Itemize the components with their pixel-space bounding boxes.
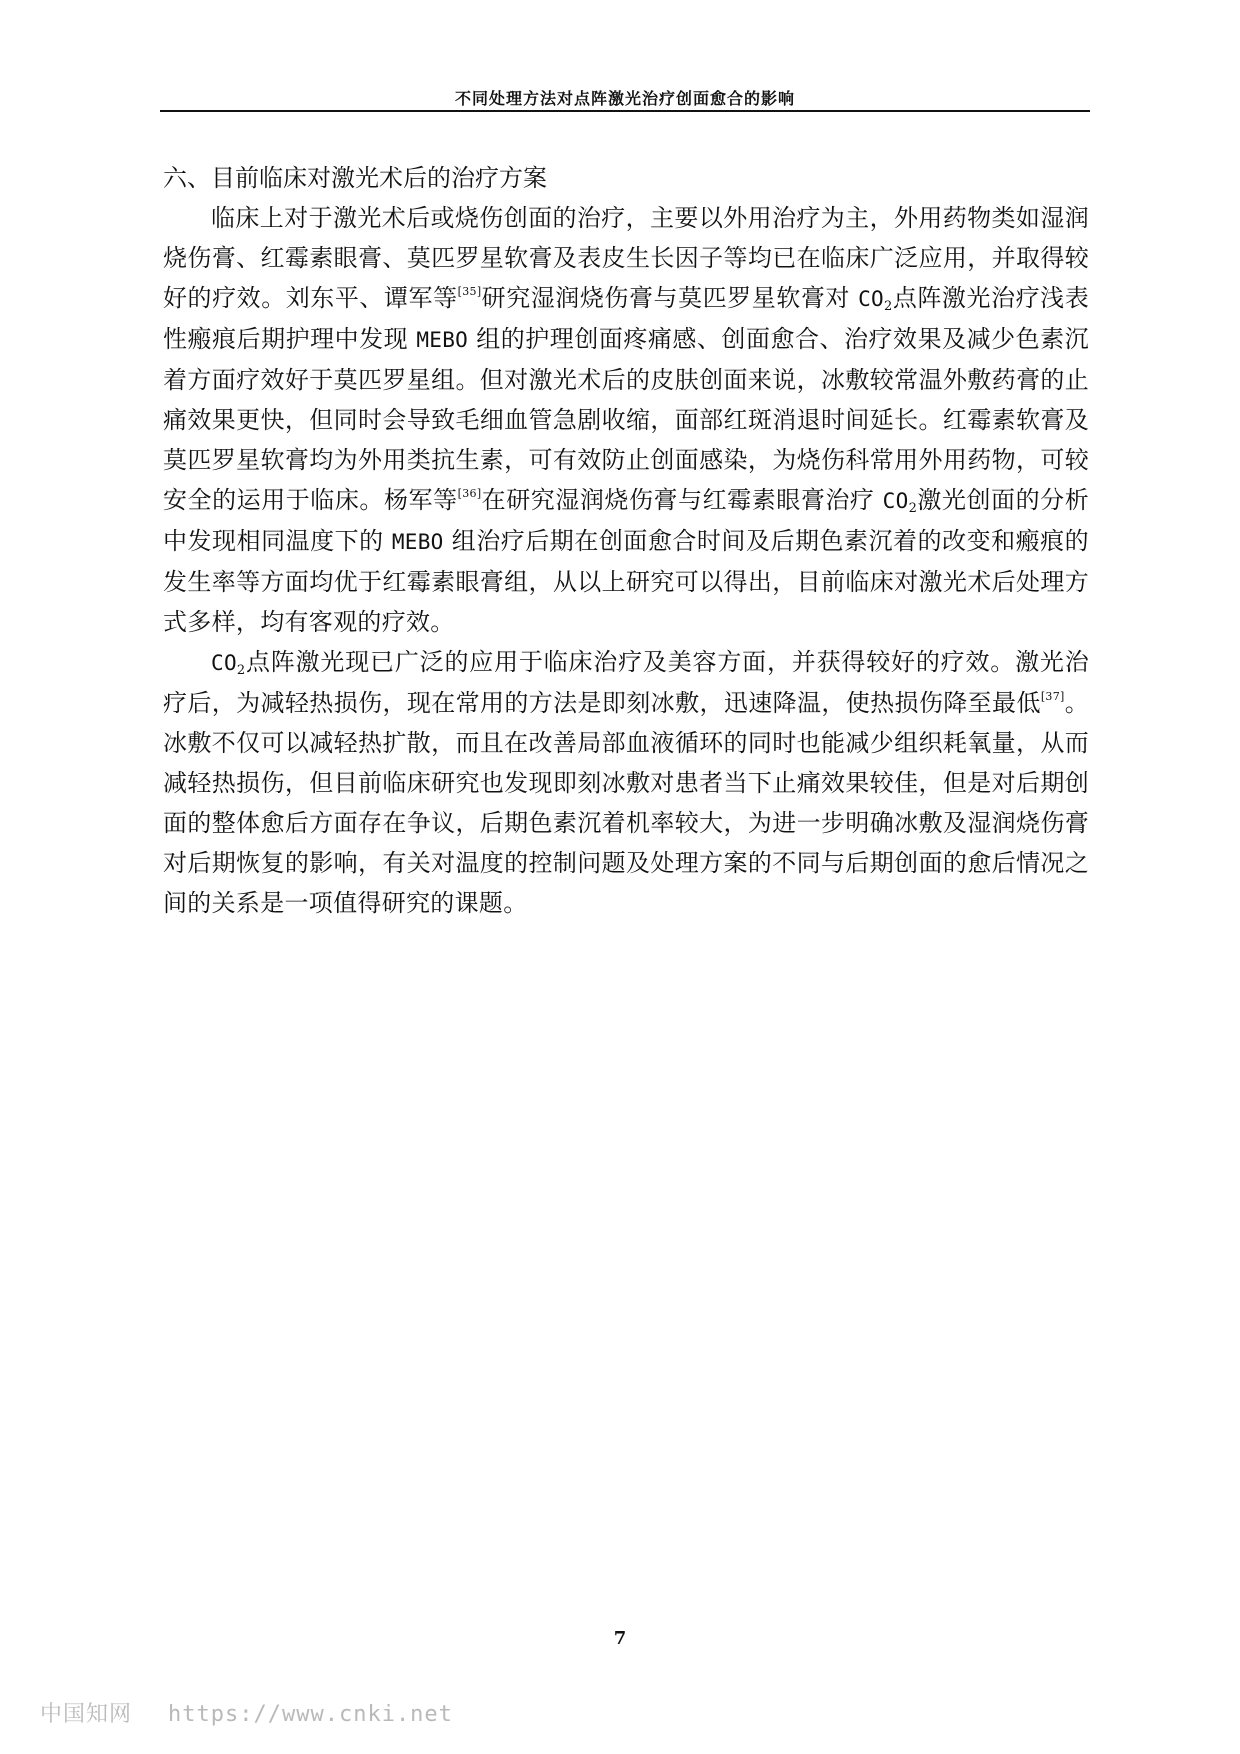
- paragraph-1-text-6: 激光创面的分析中发现相同温度下的: [163, 486, 1089, 555]
- co2-subscript: 2: [908, 501, 918, 516]
- watermark-url: https://www.cnki.net: [168, 1702, 453, 1727]
- paragraph-1-text-1: 临床上对于激光术后或烧伤创面的治疗，主要以外用治疗为主，外用药物类如湿润烧伤膏、红霉素眼膏、莫匹罗星软膏及表皮生长因子等均已在临床广泛应用，并取得较好的疗效。刘东平、谭军等: [163, 204, 1089, 312]
- paragraph-1: [163, 198, 1089, 642]
- paragraph-1-text-7: 组治疗后期在创面愈合时间及后期色素沉着的改变和瘢痕的发生率等方面均优于红霉素眼膏组，从以上研究可以得出，目前临床对激光术后处理方式多样，均有客观的疗效。: [163, 527, 1089, 636]
- citation-36: [36]: [457, 487, 482, 500]
- page-body: [163, 158, 1089, 923]
- header-rule: [160, 110, 1090, 112]
- co2-label: CO: [858, 287, 884, 311]
- citation-35: [35]: [457, 285, 482, 298]
- paragraph-2-text-1: 点阵激光现已广泛的应用于临床治疗及美容方面，并获得较好的疗效。激光治疗后，为减轻热损伤，现在常用的方法是即刻冰敷，迅速降温，使热损伤降至最低: [163, 648, 1089, 717]
- citation-37: [37]: [1040, 690, 1065, 703]
- co2-label: CO: [211, 651, 237, 675]
- paragraph-2-text-2: 。冰敷不仅可以减轻热扩散，而且在改善局部血液循环的同时也能减少组织耗氧量，从而减轻热损伤，但目前临床研究也发现即刻冰敷对患者当下止痛效果较佳，但是对后期创面的整体愈后方面存在争议，后期色素沉着机率较大，为进一步明确冰敷及湿润烧伤膏对后期恢复的影响，有关对温度的控制问题及处理方案的不同与后期创面的愈后情况之间的关系是一项值得研究的课题。: [163, 689, 1089, 917]
- mebo-label: MEBO: [391, 530, 444, 554]
- paragraph-1-text-4: 组的护理创面疼痛感、创面愈合、治疗效果及减少色素沉着方面疗效好于莫匹罗星组。但对激光术后的皮肤创面来说，冰敷较常温外敷药膏的止痛效果更快，但同时会导致毛细血管急剧收缩，面部红斑消退时间延长。红霉素软膏及莫匹罗星软膏均为外用类抗生素，可有效防止创面感染，为烧伤科常用外用药物，可较安全的运用于临床。杨军等: [163, 325, 1089, 514]
- paragraph-1-text-3: 点阵激光治疗浅表性瘢痕后期护理中发现: [163, 284, 1089, 353]
- running-header: 不同处理方法对点阵激光治疗创面愈合的影响: [454, 89, 795, 108]
- paragraph-2: [163, 642, 1089, 923]
- paragraph-1-text-2: 研究湿润烧伤膏与莫匹罗星软膏对: [481, 284, 859, 312]
- co2-subscript: 2: [884, 299, 893, 314]
- co2-subscript: 2: [236, 663, 246, 678]
- mebo-label: MEBO: [416, 328, 469, 352]
- co2-label: CO: [882, 489, 909, 513]
- paragraph-1-text-5: 在研究湿润烧伤膏与红霉素眼膏治疗: [481, 486, 883, 514]
- watermark-cnki-name: 中国知网: [40, 1702, 133, 1727]
- page-number: 7: [613, 1628, 627, 1649]
- cnki-watermark: [40, 1697, 453, 1728]
- section-heading: 六、目前临床对激光术后的治疗方案: [163, 164, 547, 192]
